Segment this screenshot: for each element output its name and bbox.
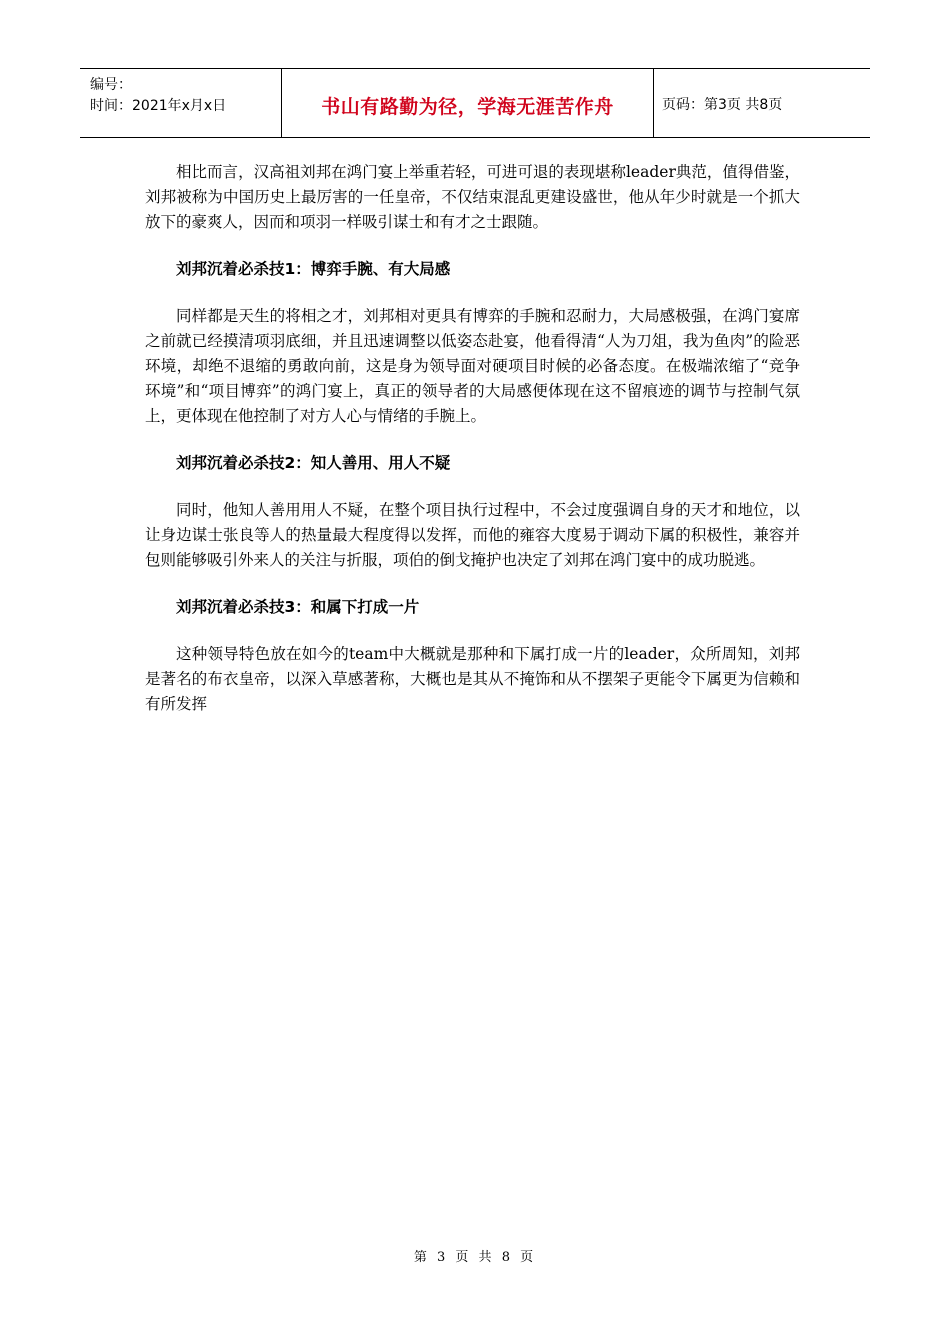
section-heading-3: 刘邦沉着必杀技3：和属下打成一片 — [176, 598, 420, 616]
header-motto: 书山有路勤为径，学海无涯苦作舟 — [282, 69, 654, 137]
page-header — [80, 68, 870, 138]
header-page-info: 页码：第3页 共8页 — [662, 97, 783, 113]
header-meta — [80, 69, 282, 137]
body-paragraph-4: 这种领导特色放在如今的team中大概就是那种和下属打成一片的leader，众所周知，刘邦是著名的布衣皇帝，以深入草感著称，大概也是其从不掩饰和从不摆架子更能令下属更为信赖和有所发挥 — [145, 645, 800, 713]
section-heading-2: 刘邦沉着必杀技2：知人善用、用人不疑 — [176, 454, 451, 472]
page-footer: 第 3 页 共 8 页 — [413, 1250, 537, 1265]
section-heading-1: 刘邦沉着必杀技1：博弈手腕、有大局感 — [176, 260, 451, 278]
body-paragraph-2: 同样都是天生的将相之才，刘邦相对更具有博弈的手腕和忍耐力，大局感极强，在鸿门宴席之前就已经摸清项羽底细，并且迅速调整以低姿态赴宴，他看得清“人为刀俎，我为鱼肉”的险恶环境，却绝不退缩的勇敢向前，这是身为领导面对硬项目时候的必备态度。在极端浓缩了“竞争环境”和“项目博弈”的鸿门宴上，真正的领导者的大局感便体现在这不留痕迹的调节与控制气氛上，更体现在他控制了对方人心与情绪的手腕上。 — [145, 307, 800, 425]
document-number-label: 编号： — [90, 77, 132, 93]
body-paragraph-1: 相比而言，汉高祖刘邦在鸿门宴上举重若轻，可进可退的表现堪称leader典范，值得借鉴，刘邦被称为中国历史上最厉害的一任皇帝，不仅结束混乱更建设盛世，他从年少时就是一个抓大放下的豪爽人，因而和项羽一样吸引谋士和有才之士跟随。 — [145, 163, 800, 231]
document-body — [145, 160, 800, 717]
document-date: 时间：2021年x月x日 — [90, 98, 227, 114]
body-paragraph-3: 同时，他知人善用用人不疑，在整个项目执行过程中，不会过度强调自身的天才和地位，以让身边谋士张良等人的热量最大程度得以发挥，而他的雍容大度易于调动下属的积极性，兼容并包则能够吸引外来人的关注与折服，项伯的倒戈掩护也决定了刘邦在鸿门宴中的成功脱逃。 — [145, 501, 800, 569]
